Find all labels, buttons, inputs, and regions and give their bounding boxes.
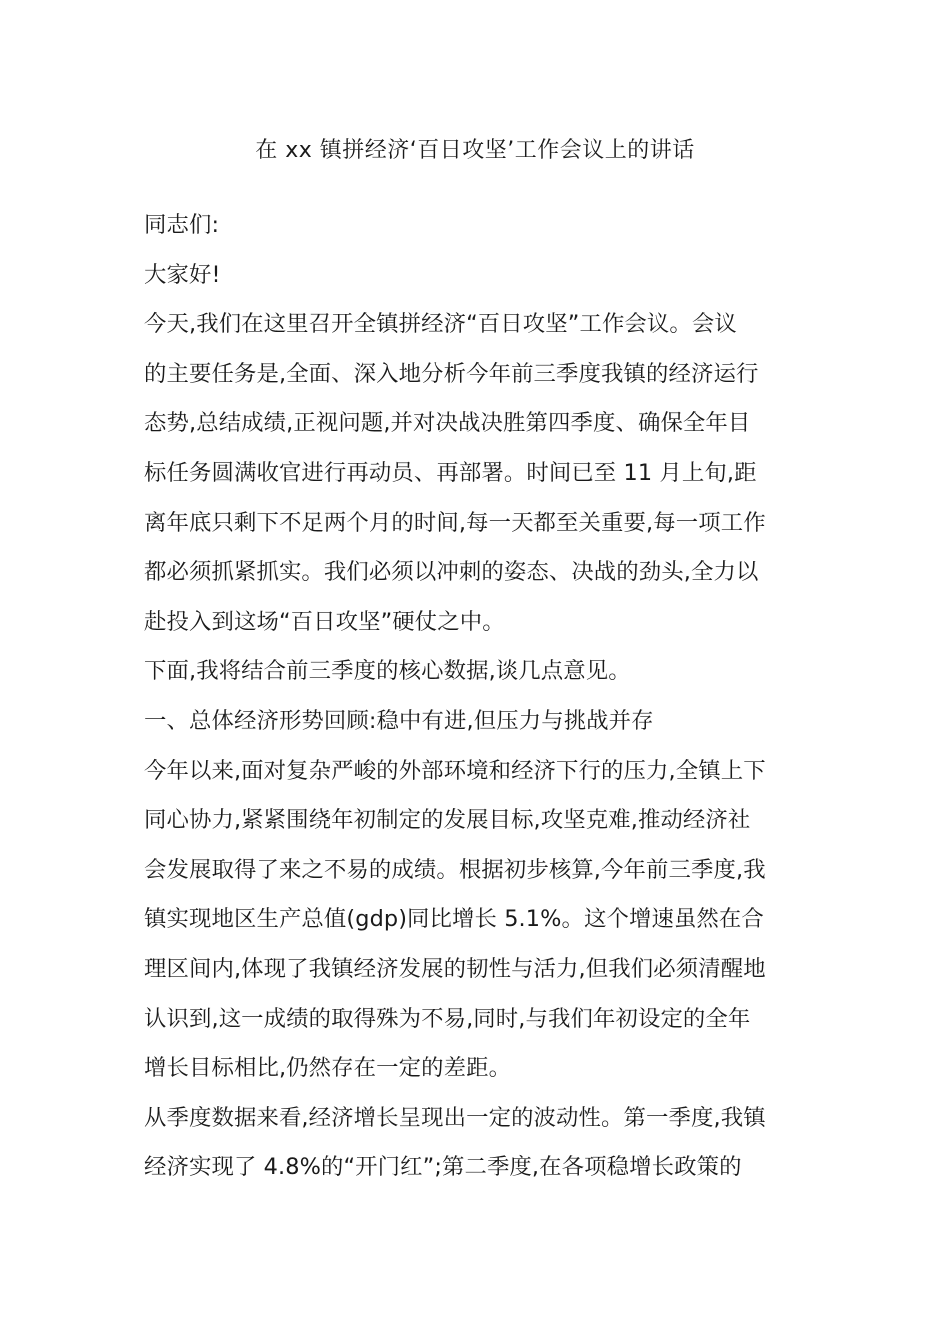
paragraph-line: 增长目标相比,仍然存在一定的差距。	[144, 1055, 512, 1082]
paragraph-line: 今天,我们在这里召开全镇拼经济“百日攻坚”工作会议。会议	[144, 311, 737, 338]
paragraph-line: 下面,我将结合前三季度的核心数据,谈几点意见。	[144, 658, 631, 685]
salutation: 同志们:	[144, 212, 220, 238]
document-body	[144, 201, 824, 1193]
greeting: 大家好!	[144, 261, 221, 288]
paragraph-line: 会发展取得了来之不易的成绩。根据初步核算,今年前三季度,我	[144, 856, 766, 883]
paragraph-line: 同心协力,紧紧围绕年初制定的发展目标,攻坚克难,推动经济社	[144, 807, 751, 834]
paragraph-line: 经济实现了 4.8%的“开门红”;第二季度,在各项稳增长政策的	[144, 1154, 742, 1181]
paragraph-line: 赴投入到这场“百日攻坚”硬仗之中。	[144, 608, 505, 635]
paragraph-line: 离年底只剩下不足两个月的时间,每一天都至关重要,每一项工作	[144, 509, 766, 536]
paragraph-line: 都必须抓紧抓实。我们必须以冲刺的姿态、决战的劲头,全力以	[144, 559, 759, 586]
paragraph-line: 理区间内,体现了我镇经济发展的韧性与活力,但我们必须清醒地	[144, 955, 766, 982]
paragraph-line: 镇实现地区生产总值(gdp)同比增长 5.1%。这个增速虽然在合	[144, 906, 764, 933]
paragraph-line: 标任务圆满收官进行再动员、再部署。时间已至 11 月上旬,距	[144, 459, 757, 486]
paragraph-line: 态势,总结成绩,正视问题,并对决战决胜第四季度、确保全年目	[144, 410, 751, 437]
paragraph-line: 的主要任务是,全面、深入地分析今年前三季度我镇的经济运行	[144, 360, 759, 387]
paragraph-line: 从季度数据来看,经济增长呈现出一定的波动性。第一季度,我镇	[144, 1104, 766, 1131]
section-heading: 一、总体经济形势回顾:稳中有进,但压力与挑战并存	[144, 707, 654, 734]
paragraph-line: 今年以来,面对复杂严峻的外部环境和经济下行的压力,全镇上下	[144, 757, 766, 784]
document-title: 在 xx 镇拼经济‘百日攻坚’工作会议上的讲话	[255, 138, 695, 163]
paragraph-line: 认识到,这一成绩的取得殊为不易,同时,与我们年初设定的全年	[144, 1005, 751, 1032]
